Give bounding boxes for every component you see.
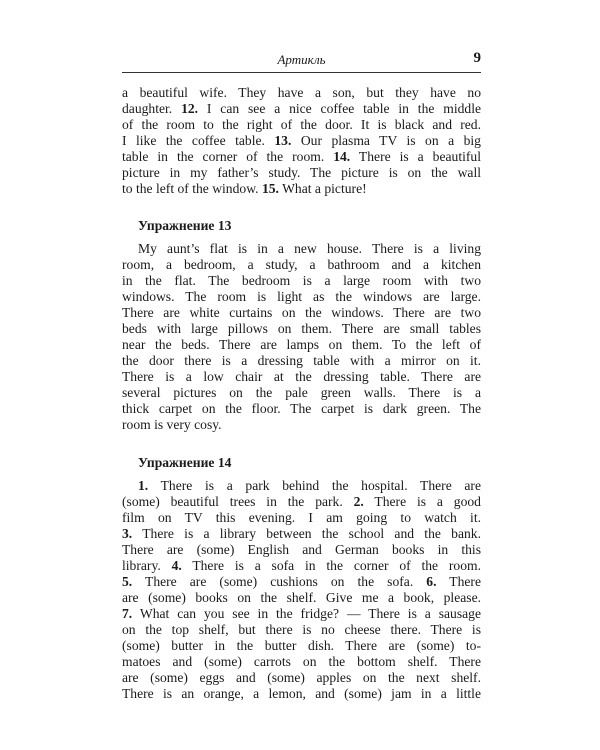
text-line: (some) beautiful trees in the park. 2. There is a good	[122, 494, 481, 509]
text-line: thick carpet on the floor. The carpet is dark green. The	[122, 401, 481, 416]
text-line: table in the corner of the room. 14. There is a beautiful	[122, 149, 481, 164]
text-line: several pictures on the pale green walls. There is a	[122, 385, 481, 400]
text-line: There are white curtains on the windows. There are two	[122, 305, 481, 320]
text-line: 7. What can you see in the fridge? — There is a sausage	[122, 606, 481, 621]
text-line: room is very cosy.	[122, 417, 222, 432]
text-line: in the flat. The bedroom is a large room with two	[122, 273, 481, 288]
sentence-number: 15.	[261, 181, 279, 196]
text-line: on the top shelf, but there is no cheese there. There is	[122, 622, 481, 637]
text-line: picture in my father’s study. The picture is on the wall	[122, 165, 481, 180]
text-line: (some) butter in the butter dish. There are (some) to-	[122, 638, 481, 653]
text-line: beds with large pillows on them. There are small tables	[122, 321, 481, 336]
text-line: matoes and (some) carrots on the bottom shelf. There	[122, 654, 481, 669]
sentence-number: 4.	[171, 558, 182, 573]
text-line: are (some) eggs and (some) apples on the next shelf.	[122, 670, 481, 685]
sentence-number: 5.	[122, 574, 133, 589]
text-line: My aunt’s flat is in a new house. There is a living	[138, 241, 481, 256]
sentence-number: 13.	[274, 133, 292, 148]
continued-paragraph	[122, 85, 481, 197]
page-header	[122, 50, 481, 73]
sentence-number: 2.	[353, 494, 364, 509]
exercise-14-title: Упражнение 14	[138, 455, 232, 470]
page-number: 9	[473, 50, 481, 66]
sentence-number: 1.	[138, 478, 149, 493]
page-body	[122, 85, 481, 702]
text-line: the door there is a dressing table with a mirror on it.	[122, 353, 481, 368]
sentence-number: 14.	[333, 149, 351, 164]
text-line: 5. There are (some) cushions on the sofa. 6. There	[122, 574, 481, 589]
exercise-13-title: Упражнение 13	[138, 218, 232, 233]
text-line: There is a low chair at the dressing table. There are	[122, 369, 481, 384]
text-line: There are (some) English and German books in this	[122, 542, 481, 557]
running-title: Артикль	[277, 52, 326, 67]
text-line: I like the coffee table. 13. Our plasma TV is on a big	[122, 133, 481, 148]
text-line: are (some) books on the shelf. Give me a book, please.	[122, 590, 481, 605]
text-line: of the room to the right of the door. It is black and red.	[122, 117, 481, 132]
text-line: film on TV this evening. I am going to watch it.	[122, 510, 481, 525]
text-line: a beautiful wife. They have a son, but they have no	[122, 85, 481, 100]
text-line: 1. There is a park behind the hospital. There are	[138, 478, 481, 493]
text-line: daughter. 12. I can see a nice coffee table in the middle	[122, 101, 482, 116]
text-line: 3. There is a library between the school and the bank.	[122, 526, 481, 541]
text-line: to the left of the window. 15. What a picture!	[122, 181, 367, 196]
text-line: room, a bedroom, a study, a bathroom and a kitchen	[122, 257, 481, 272]
sentence-number: 3.	[122, 526, 133, 541]
exercise-13-text	[122, 241, 481, 433]
exercise-14-text	[122, 478, 481, 702]
text-line: near the beds. There are lamps on them. To the left of	[122, 337, 481, 352]
text-line: windows. The room is light as the windows are large.	[122, 289, 481, 304]
text-line: library. 4. There is a sofa in the corner of the room.	[122, 558, 481, 573]
sentence-number: 7.	[122, 606, 133, 621]
sentence-number: 12.	[181, 101, 199, 116]
text-line: There is an orange, a lemon, and (some) jam in a little	[122, 686, 481, 701]
sentence-number: 6.	[426, 574, 437, 589]
